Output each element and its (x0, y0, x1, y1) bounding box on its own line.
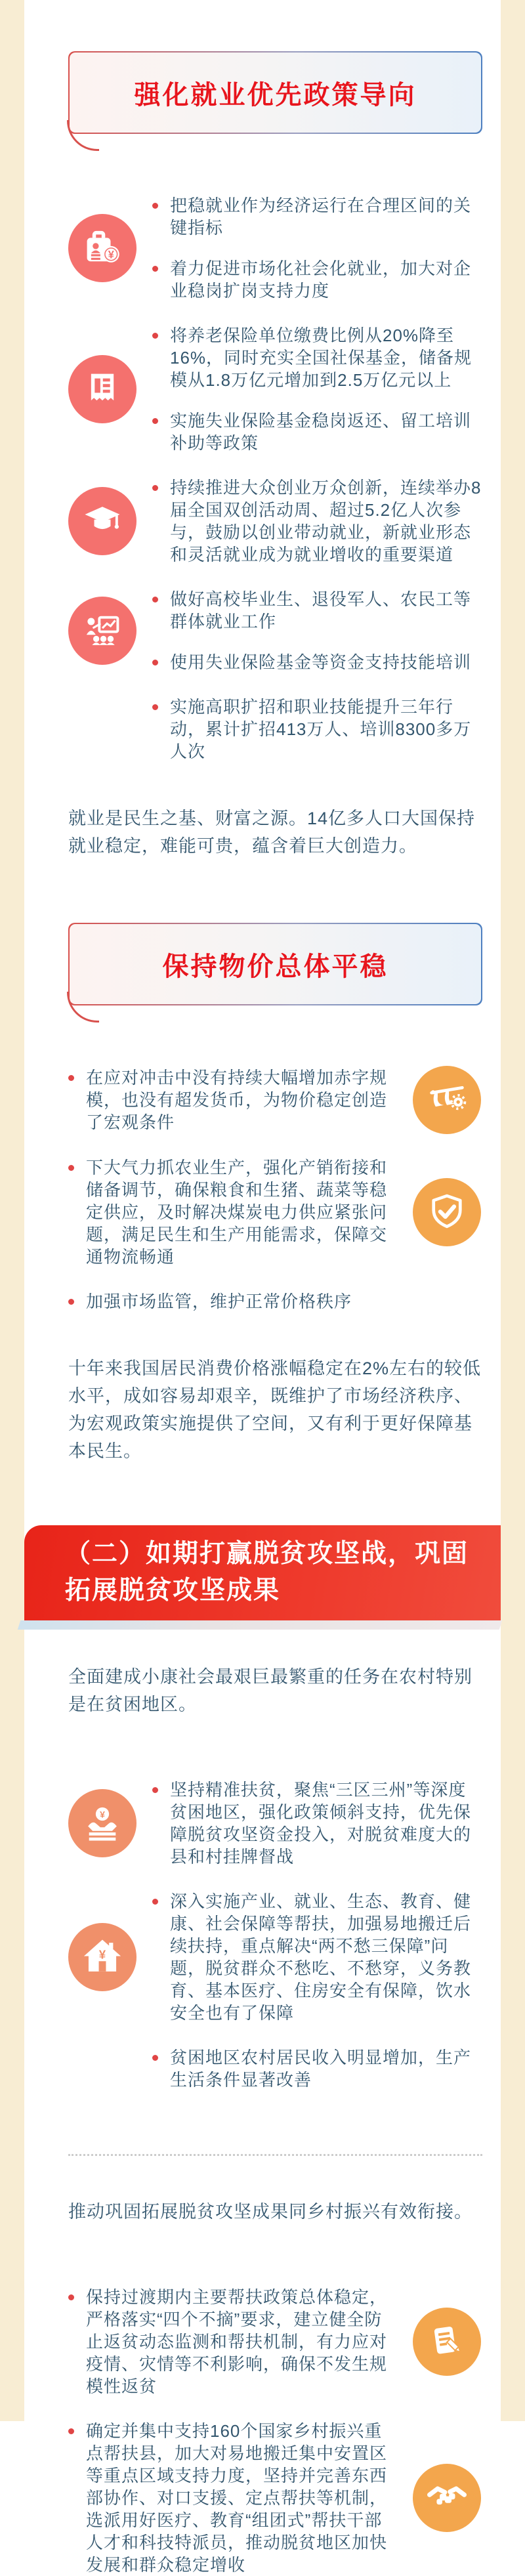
bullet-text: 确定并集中支持160个国家乡村振兴重点帮扶县，加大对易地搬迁集中安置区等重点区域支持力度，坚持并完善东西部协作、对口支援、定点帮扶等机制，选派用好医疗、教育“组团式”帮扶干部人才和科技特派员，推动脱贫地区加快发展和群众稳定增收 (86, 2421, 388, 2575)
bullet-text: 加强市场监管，维护正常价格秩序 (86, 1292, 352, 1311)
bullet-dot (152, 704, 158, 710)
section-header-box (70, 53, 481, 133)
bullet-item (152, 1779, 482, 1868)
section-prices-body (24, 1066, 501, 1313)
bullet-text: 实施高职扩招和职业技能提升三年行动，累计扩招413万人、培训8300多万人次 (170, 697, 472, 761)
receipt-icon (77, 364, 128, 415)
section-prices-summary: 十年来我国居民消费价格涨幅稳定在2%左右的较低水平，成如容易却艰辛，既维护了市场经济秩序、为宏观政策实施提供了空间，又有利于更好保障基本民生。 (68, 1359, 482, 1461)
bullet-dot (68, 2294, 74, 2300)
bullet-group (24, 1890, 501, 2024)
bullet-item (152, 324, 482, 391)
svg-text:¥: ¥ (98, 1947, 106, 1962)
bullet-item (152, 2046, 482, 2091)
bullet-text: 保持过渡期内主要帮扶政策总体稳定，严格落实“四个不摘”要求，建立健全防止返贫动态监测和帮扶机制，有力应对疫情、灾情等不利影响，确保不发生规模性返贫 (86, 2287, 388, 2396)
bullet-dot (68, 1075, 74, 1081)
icon-circle (68, 355, 136, 423)
bullet-text: 着力促进市场化社会化就业，加大对企业稳岗扩岗支持力度 (170, 259, 472, 301)
bullet-item (152, 194, 482, 239)
bullet-item (68, 1290, 394, 1313)
bullet-item (68, 2420, 394, 2576)
bullet-group (24, 476, 501, 566)
bullet-dot (68, 2428, 74, 2434)
banner-title: （二）如期打赢脱贫攻坚战，巩固拓展脱贫攻坚成果 (65, 1540, 469, 1605)
icon-circle (68, 597, 136, 665)
svg-text:¥: ¥ (100, 1809, 105, 1820)
bullet-group (24, 588, 501, 673)
bullet-item (152, 588, 482, 633)
bullet-group (24, 2046, 501, 2091)
section-title: 强化就业优先政策导向 (134, 80, 417, 110)
bullet-group (24, 194, 501, 302)
icon-circle (413, 2464, 481, 2532)
bullet-dot (152, 203, 158, 209)
bullet-text: 贫困地区农村居民收入明显增加，生产生活条件显著改善 (170, 2048, 472, 2090)
bullet-dot (152, 597, 158, 602)
bullet-group (24, 696, 501, 763)
bullet-text: 实施失业保险基金稳岗返还、留工培训补助等政策 (170, 411, 472, 453)
bullet-item (152, 257, 482, 302)
bullet-item (152, 696, 482, 763)
bullet-item (152, 651, 482, 673)
icon-circle (413, 1066, 481, 1134)
bullet-group (24, 1156, 501, 1268)
bullet-dot (152, 1899, 158, 1905)
bullet-text: 深入实施产业、就业、生态、教育、健康、社会保障等帮扶，加强易地搬迁后续扶持，重点解决“两不愁三保障”问题，脱贫群众不愁吃、不愁穿，义务教育、基本医疗、住房安全有保障，饮水安全也有了保障 (170, 1891, 472, 2023)
bullet-dot (152, 333, 158, 339)
graduation-cap-icon (77, 496, 128, 547)
section-poverty-banner (24, 1525, 501, 1621)
bullet-dot (152, 2055, 158, 2061)
bullet-dot (152, 485, 158, 491)
section-poverty-body (24, 1779, 501, 2091)
bullet-dot (152, 660, 158, 665)
briefcase-yen-icon (77, 222, 128, 274)
hands-coin-icon (77, 1798, 128, 1849)
bullet-text: 把稳就业作为经济运行在合理区间的关键指标 (170, 196, 472, 238)
bullet-dot (152, 266, 158, 272)
bullet-item (68, 1066, 394, 1133)
section-employment-header (68, 51, 482, 134)
bullet-item (152, 410, 482, 454)
section-header-box (70, 924, 481, 1004)
bullet-text: 持续推进大众创业万众创新，连续举办8届全国双创活动周、超过5.2亿人次参与，鼓励以创业带动就业，新就业形态和灵活就业成为就业增收的重要渠道 (170, 478, 482, 564)
bullet-text: 将养老保险单位缴费比例从20%降至16%，同时充实全国社保基金，储备规模从1.8万亿元增加到2.5万亿元以上 (170, 326, 472, 390)
bullet-text: 使用失业保险基金等资金支持技能培训 (170, 652, 472, 672)
bullet-dot (68, 1165, 74, 1171)
bullet-group (24, 2286, 501, 2397)
icon-circle (68, 214, 136, 282)
icon-circle (68, 1789, 136, 1857)
section-revitalization-body (24, 2286, 501, 2576)
section-prices-header (68, 923, 482, 1005)
content-column (24, 0, 501, 2575)
dotted-divider (68, 2154, 482, 2156)
icon-circle (413, 1178, 481, 1246)
bullet-group (24, 1066, 501, 1134)
bullet-item (152, 476, 482, 566)
bullet-group (24, 2420, 501, 2576)
handshake-icon (421, 2472, 472, 2523)
icon-circle (68, 487, 136, 555)
bullet-item (68, 2286, 394, 2397)
icon-circle (413, 2308, 481, 2376)
section-poverty-intro: 全面建成小康社会最艰巨最繁重的任务在农村特别是在贫困地区。 (68, 1667, 472, 1714)
bullet-item (152, 1890, 482, 2024)
house-yen-icon (77, 1932, 128, 1983)
svg-text:¥: ¥ (108, 249, 114, 261)
document-pencil-icon (421, 2316, 472, 2367)
shield-check-icon (421, 1187, 472, 1238)
section-employment-summary: 就业是民生之基、财富之源。14亿多人口大国保持就业稳定，难能可贵，蕴含着巨大创造力。 (68, 809, 476, 856)
bullet-dot (68, 1299, 74, 1305)
plow-machinery-icon (421, 1074, 472, 1126)
icon-circle (68, 1923, 136, 1991)
section-title: 保持物价总体平稳 (162, 952, 388, 981)
bullet-group (24, 324, 501, 454)
bullet-text: 下大气力抓农业生产，强化产销衔接和储备调节，确保粮食和生猪、蔬菜等稳定供应，及时解决煤炭电力供应紧张问题，满足民生和生产用能需求，保障交通物流畅通 (86, 1158, 388, 1267)
bullet-group (24, 1290, 501, 1313)
section-revitalization-intro: 推动巩固拓展脱贫攻坚成果同乡村振兴有效衔接。 (68, 2202, 472, 2222)
bullet-dot (152, 418, 158, 424)
bullet-text: 做好高校毕业生、退役军人、农民工等群体就业工作 (170, 589, 472, 631)
training-presenter-icon (77, 605, 128, 656)
bullet-text: 在应对冲击中没有持续大幅增加赤字规模，也没有超发货币，为物价稳定创造了宏观条件 (86, 1068, 388, 1132)
bullet-text: 坚持精准扶贫，聚焦“三区三州”等深度贫困地区，强化政策倾斜支持，优先保障脱贫攻坚资金投入，对脱贫难度大的县和村挂牌督战 (170, 1780, 472, 1867)
bullet-group (24, 1779, 501, 1868)
bullet-dot (152, 1787, 158, 1793)
section-employment-body (24, 194, 501, 763)
bullet-item (68, 1156, 394, 1268)
